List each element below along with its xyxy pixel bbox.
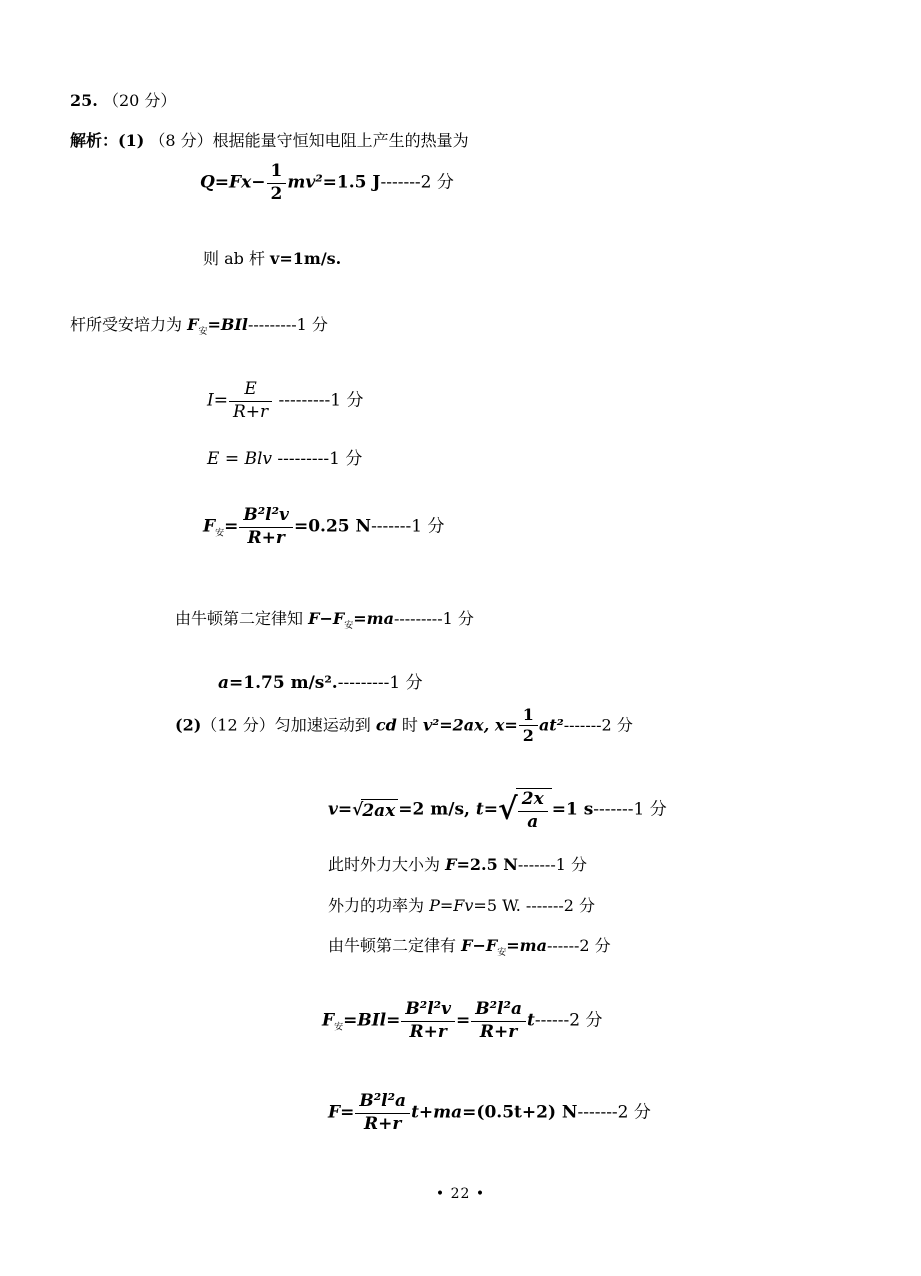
formula-ampere-result: =0.25 N (293, 516, 372, 537)
acceleration-value: =1.75 m/s². (229, 673, 338, 693)
fraction-denominator: a (527, 811, 539, 832)
radicand: 2ax (361, 799, 398, 821)
acceleration-symbol: a (218, 673, 230, 693)
solution-label: 解析：(1) (70, 131, 145, 150)
ampere-force-subscript: 安 (215, 528, 225, 539)
fraction-one-half (267, 162, 287, 204)
formula-heat (200, 162, 454, 204)
fraction-B2l2v-over-Rr (401, 1000, 455, 1042)
formula-mid: t+ma (411, 1102, 463, 1123)
newton-law-line-1 (175, 606, 474, 631)
part2-math-2: at² (538, 715, 564, 735)
acceleration-score: ---------1 分 (337, 673, 423, 693)
external-force-line (328, 852, 587, 875)
part2-text: （12 分）匀加速运动到 (201, 715, 376, 735)
fraction-numerator: 1 (519, 706, 538, 726)
fraction-denominator: R+r (479, 1021, 518, 1042)
fraction-2x-over-a (518, 790, 548, 832)
page-number: • 22 • (435, 1186, 486, 1202)
newton-law-math-rhs: =ma (506, 936, 547, 955)
newton-law-math-rhs: =ma (353, 609, 394, 628)
fraction-denominator: 2 (270, 183, 283, 204)
radicand (516, 788, 552, 832)
ampere-force-eq: =BIl (207, 315, 248, 334)
time-factor: t (526, 1010, 535, 1031)
fraction-B2l2a-over-Rr (471, 1000, 526, 1042)
external-force-text: 此时外力大小为 (328, 855, 446, 874)
fraction-numerator: 2x (518, 790, 548, 812)
fraction-numerator: B²l²v (401, 1000, 455, 1022)
ab-rod-velocity-line (203, 246, 341, 269)
force-symbol: F= (328, 1102, 355, 1123)
ampere-force-symbol: F (203, 516, 216, 537)
question-number-line (70, 88, 176, 111)
velocity-time-score: -------1 分 (593, 799, 667, 820)
formula-heat-result: =1.5 J (322, 172, 381, 193)
fraction-one-half (519, 706, 538, 746)
time-value: =1 s (551, 799, 594, 820)
formula-score: ------2 分 (534, 1010, 603, 1031)
formula-current (207, 380, 363, 422)
power-score: -------2 分 (525, 896, 596, 915)
formula-emf (207, 444, 362, 469)
formula-acceleration (218, 668, 423, 693)
fraction-denominator: 2 (522, 726, 534, 746)
equals-sign: = (455, 1010, 471, 1031)
equals-sign: = (224, 516, 239, 537)
newton-law-score: ---------1 分 (393, 609, 474, 628)
force-score: -------1 分 (517, 855, 588, 874)
ampere-force-subscript: 安 (198, 327, 208, 337)
radical-sign: √ (352, 800, 364, 821)
force-symbol: F (445, 855, 457, 874)
formula-current-lhs: I= (207, 390, 228, 411)
formula-heat-score: -------2 分 (380, 172, 454, 193)
formula-emf-score: ---------1 分 (272, 449, 363, 469)
ampere-force-symbol: F (322, 1010, 335, 1031)
formula-final-force (328, 1092, 651, 1134)
velocity-symbol: v= (328, 799, 353, 820)
part2-text-2: 时 (396, 715, 423, 735)
formula-eq1: =BIl= (343, 1010, 401, 1031)
fraction-numerator: B²l²a (355, 1092, 410, 1114)
formula-current-score: ---------1 分 (273, 390, 364, 411)
fraction-B2l2v-over-Rr (239, 506, 293, 548)
radical-sign: √ (498, 792, 518, 828)
question-score: （20 分） (102, 91, 177, 110)
cd-rod-symbol: cd (375, 715, 397, 735)
fraction-numerator: B²l²a (471, 1000, 526, 1022)
fraction-numerator: E (229, 380, 272, 402)
solution-intro-text: （8 分）根据能量守恒知电阻上产生的热量为 (149, 131, 469, 150)
newton-law-score: ------2 分 (546, 936, 611, 955)
formula-emf-body: E = Blv (207, 449, 272, 469)
newton-law-math: F−F (308, 609, 345, 628)
ampere-force-subscript: 安 (497, 948, 507, 958)
formula-ampere-force-value (203, 506, 445, 548)
sqrt-2x-over-a (498, 788, 552, 832)
ampere-force-subscript: 安 (334, 1022, 344, 1033)
part2-score: -------2 分 (563, 715, 633, 735)
formula-heat-lhs: Q=Fx− (200, 172, 266, 193)
ampere-force-subscript: 安 (344, 621, 354, 631)
ab-rod-velocity-value: v=1m/s. (270, 249, 342, 268)
part2-label: (2) (175, 715, 202, 735)
force-value: =2.5 N (456, 855, 518, 874)
fraction-denominator: R+r (247, 527, 285, 548)
part2-math-1: v²=2ax, x= (422, 715, 518, 735)
fraction-denominator: R+r (232, 401, 269, 422)
question-number: 25. (70, 91, 98, 110)
newton-law-text: 由牛顿第二定律有 (328, 936, 462, 955)
newton-law-text: 由牛顿第二定律知 (175, 609, 309, 628)
power-value: =5 W. (473, 896, 526, 915)
newton-law-line-2 (328, 933, 611, 958)
sqrt-2ax (352, 799, 398, 821)
part2-line (175, 706, 633, 746)
fraction-numerator: B²l²v (239, 506, 293, 528)
power-line (328, 893, 595, 916)
formula-score: -------2 分 (577, 1102, 651, 1123)
formula-ampere-force-time (322, 1000, 603, 1042)
formula-ampere-score: -------1 分 (371, 516, 445, 537)
ampere-force-line (70, 312, 328, 337)
fraction-numerator: 1 (267, 162, 287, 184)
velocity-value: =2 m/s, (398, 799, 476, 820)
ab-rod-text: 则 ab 杆 (203, 249, 271, 268)
solution-intro-line (70, 128, 469, 151)
fraction-denominator: R+r (409, 1021, 447, 1042)
fraction-B2l2a-over-Rr (355, 1092, 410, 1134)
newton-law-math: F−F (461, 936, 498, 955)
fraction-denominator: R+r (364, 1113, 402, 1134)
ampere-force-text: 杆所受安培力为 (70, 315, 188, 334)
formula-velocity-time (328, 788, 667, 832)
ampere-force-score: ---------1 分 (247, 315, 328, 334)
fraction-E-over-Rr (229, 380, 272, 422)
equals-sign: = (483, 799, 499, 820)
power-text: 外力的功率为 (328, 896, 430, 915)
ampere-force-symbol: F (187, 315, 199, 334)
time-symbol: t (475, 799, 484, 820)
formula-heat-mid: mv² (287, 172, 323, 193)
power-math: P=Fv (429, 896, 474, 915)
formula-result: =(0.5t+2) N (462, 1102, 578, 1123)
